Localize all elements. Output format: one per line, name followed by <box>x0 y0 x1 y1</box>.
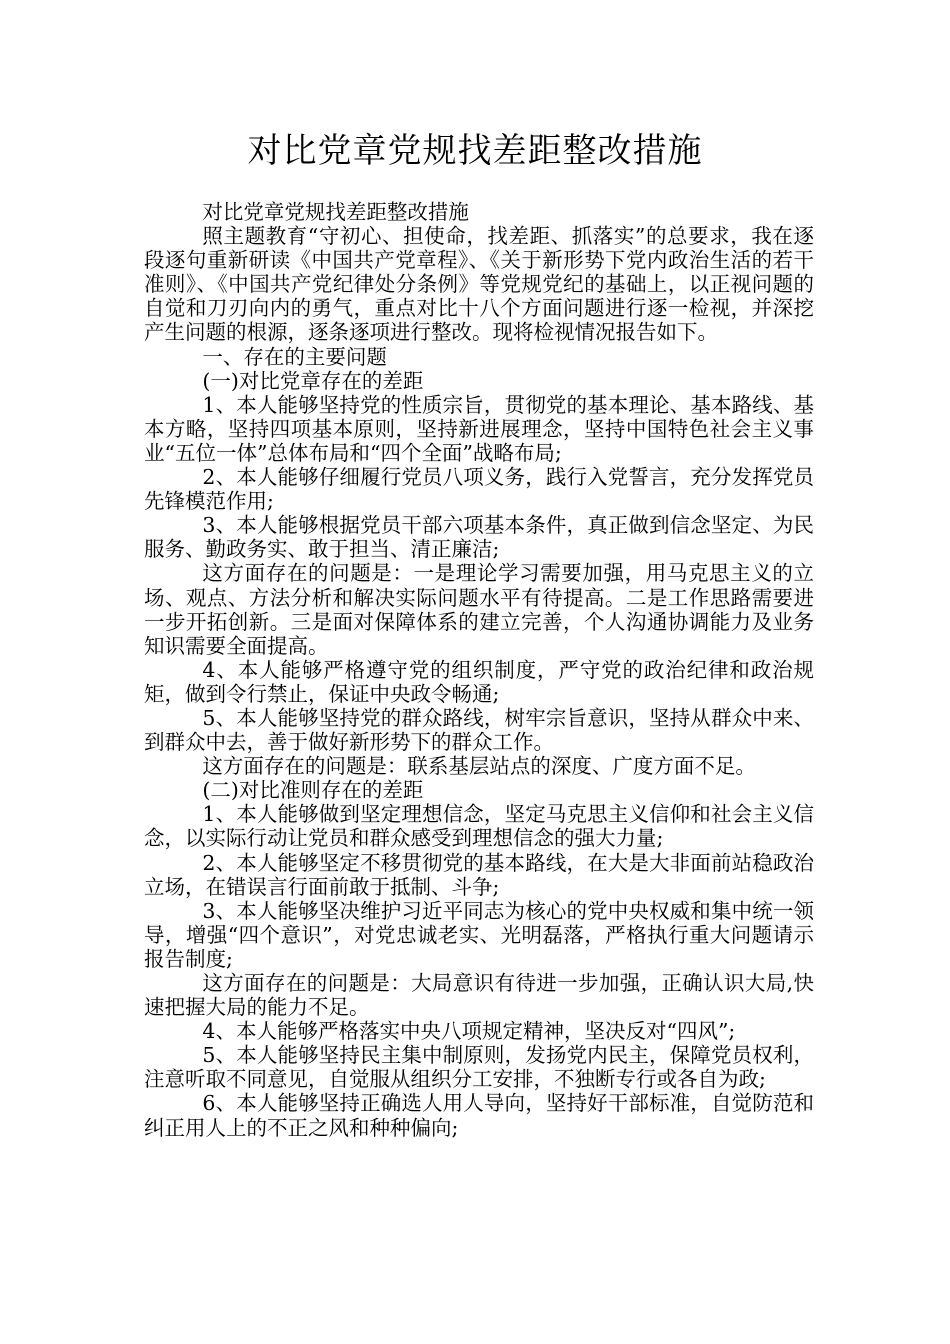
paragraph: 5、本人能够坚持民主集中制原则，发扬党内民主，保障党员权利，注意听取不同意见，自觉服从组织分工安排，不独断专行或各自为政; <box>144 1043 814 1092</box>
paragraph: 3、本人能够根据党员干部六项基本条件，真正做到信念坚定、为民服务、勤政务实、敢于担当、清正廉洁; <box>144 513 814 562</box>
document-body <box>144 200 814 1140</box>
paragraph: 对比党章党规找差距整改措施 <box>202 200 469 224</box>
paragraph: 2、本人能够仔细履行党员八项义务，践行入党誓言，充分发挥党员先锋模范作用; <box>144 465 814 514</box>
paragraph: 这方面存在的问题是：一是理论学习需要加强，用马克思主义的立场、观点、方法分析和解决实际问题水平有待提高。二是工作思路需要进一步开拓创新。三是面对保障体系的建立完善，个人沟通协调能力及业务知识需要全面提高。 <box>144 561 814 658</box>
subsection-heading: (二)对比准则存在的差距 <box>202 778 424 803</box>
paragraph: 4、本人能够严格落实中央八项规定精神，坚决反对“四风”; <box>202 1019 736 1044</box>
paragraph: 3、本人能够坚决维护习近平同志为核心的党中央权威和集中统一领导，增强“四个意识”，对党忠诚老实、光明磊落，严格执行重大问题请示报告制度; <box>144 898 814 971</box>
subsection-heading: (一)对比党章存在的差距 <box>202 368 424 393</box>
paragraph: 5、本人能够坚持党的群众路线，树牢宗旨意识，坚持从群众中来、到群众中去，善于做好新形势下的群众工作。 <box>144 705 814 755</box>
section-heading: 一、存在的主要问题 <box>202 344 387 369</box>
paragraph: 这方面存在的问题是：大局意识有待进一步加强，正确认识大局,快速把握大局的能力不足。 <box>144 971 814 1020</box>
paragraph: 6、本人能够坚持正确选人用人导向，坚持好干部标准，自觉防范和纠正用人上的不正之风和种种偏向; <box>144 1091 814 1140</box>
paragraph: 这方面存在的问题是：联系基层站点的深度、广度方面不足。 <box>202 754 756 779</box>
paragraph: 1、本人能够坚持党的性质宗旨，贯彻党的基本理论、基本路线、基本方略，坚持四项基本原则，坚持新进展理念，坚持中国特色社会主义事业“五位一体”总体布局和“四个全面”战略布局; <box>144 392 814 465</box>
paragraph: 照主题教育“守初心、担使命，找差距、抓落实”的总要求，我在逐段逐句重新研读《中国共产党章程》、《关于新形势下党内政治生活的若干准则》、《中国共产党纪律处分条例》等党规党纪的基础上，以正视问题的自觉和刀刃向内的勇气，重点对比十八个方面问题进行逐一检视，并深挖产生问题的根源，逐条逐项进行整改。现将检视情况报告如下。 <box>144 224 814 345</box>
document-title: 对比党章党规找差距整改措施 <box>247 131 703 171</box>
paragraph: 2、本人能够坚定不移贯彻党的基本路线，在大是大非面前站稳政治立场，在错误言行面前敢于抵制、斗争; <box>144 850 814 899</box>
paragraph: 1、本人能够做到坚定理想信念，坚定马克思主义信仰和社会主义信念，以实际行动让党员和群众感受到理想信念的强大力量; <box>144 802 814 851</box>
paragraph: 4、本人能够严格遵守党的组织制度，严守党的政治纪律和政治规矩，做到令行禁止，保证中央政令畅通; <box>144 657 814 706</box>
